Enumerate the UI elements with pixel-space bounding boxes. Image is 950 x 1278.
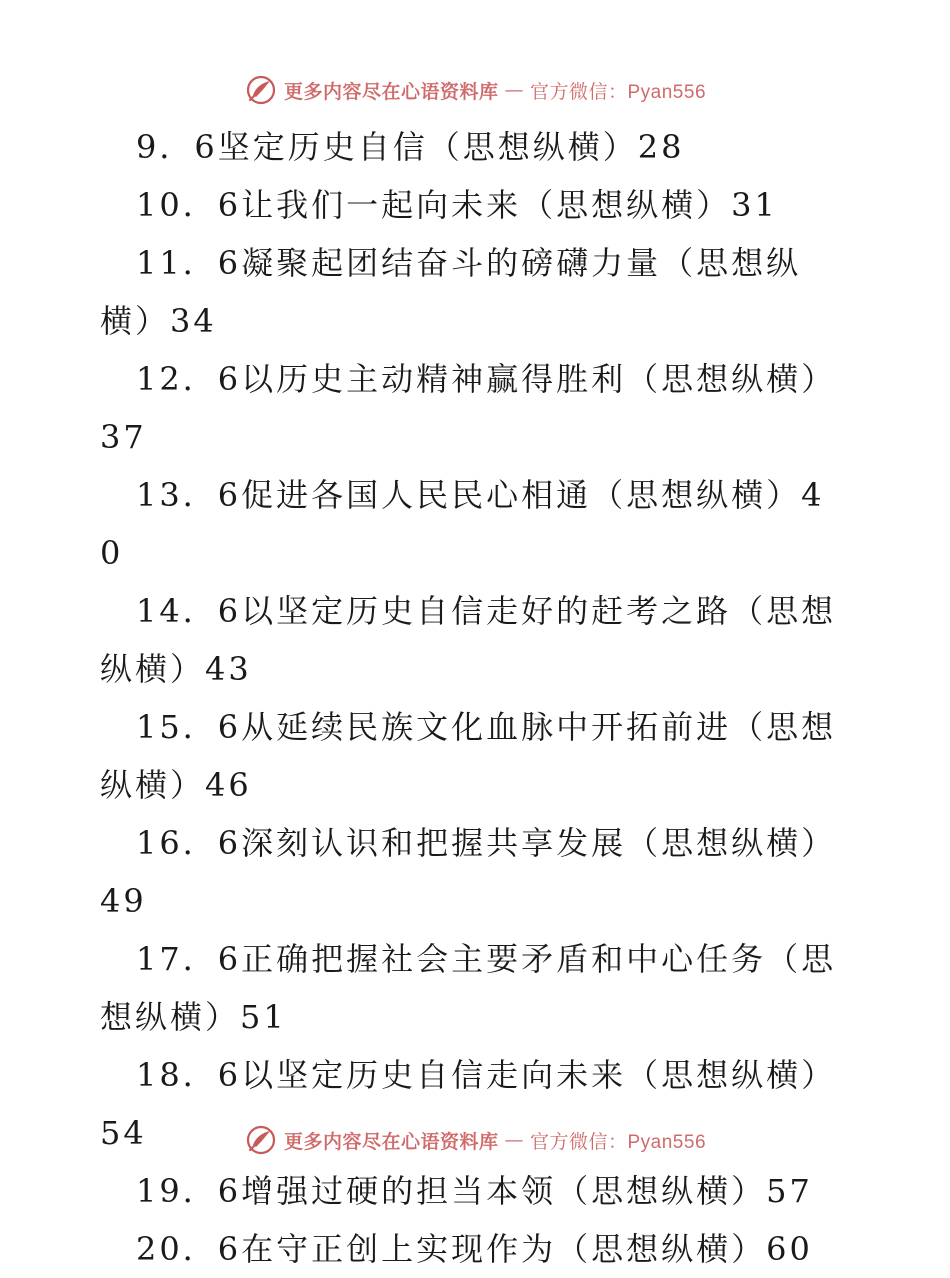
toc-entry-11[interactable]: 11．6凝聚起团结奋斗的磅礴力量（思想纵横）34 xyxy=(100,244,802,340)
banner-wechat: 官方微信：Pyan556 xyxy=(530,81,707,103)
banner-dash: — xyxy=(504,1129,524,1151)
toc-entry-17[interactable]: 17．6正确把握社会主要矛盾和中心任务（思想纵横）51 xyxy=(100,940,837,1036)
header-banner xyxy=(0,70,950,110)
table-of-contents xyxy=(100,118,840,1278)
toc-entry-20[interactable]: 20．6在守正创上实现作为（思想纵横）60 xyxy=(136,1230,813,1268)
toc-entry-18[interactable]: 18．6以坚定历史自信走向未来（思想纵横）54 xyxy=(100,1056,837,1152)
toc-entry-9[interactable]: 9．6坚定历史自信（思想纵横）28 xyxy=(136,128,685,166)
header-banner-content xyxy=(244,73,706,107)
toc-entry-16[interactable]: 16．6深刻认识和把握共享发展（思想纵横）49 xyxy=(100,824,837,920)
toc-entry-12[interactable]: 12．6以历史主动精神赢得胜利（思想纵横）37 xyxy=(100,360,837,456)
banner-slogan: 更多内容尽在心语资料库 xyxy=(283,80,499,103)
footer-banner-content xyxy=(244,1123,706,1157)
footer-banner xyxy=(0,1120,950,1160)
banner-dash: — xyxy=(504,79,524,101)
toc-entry-19[interactable]: 19．6增强过硬的担当本领（思想纵横）57 xyxy=(136,1172,813,1210)
toc-entry-13[interactable]: 13．6促进各国人民民心相通（思想纵横）40 xyxy=(100,476,825,572)
toc-entry-14[interactable]: 14．6以坚定历史自信走好的赶考之路（思想纵横）43 xyxy=(100,592,837,688)
library-logo-icon xyxy=(244,73,278,107)
library-logo-icon xyxy=(244,1123,278,1157)
banner-wechat: 官方微信：Pyan556 xyxy=(530,1131,707,1153)
banner-slogan: 更多内容尽在心语资料库 xyxy=(283,1130,499,1153)
toc-entry-15[interactable]: 15．6从延续民族文化血脉中开拓前进（思想纵横）46 xyxy=(100,708,837,804)
toc-entry-10[interactable]: 10．6让我们一起向未来（思想纵横）31 xyxy=(136,186,778,224)
